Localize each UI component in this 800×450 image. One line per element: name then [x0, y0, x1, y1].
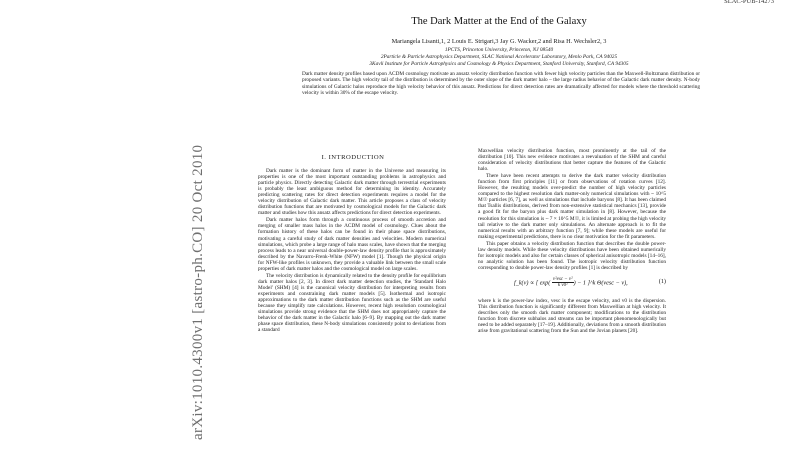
arxiv-stamp: arXiv:1010.4300v1 [astro-ph.CO] 20 Oct 2010	[190, 144, 206, 440]
abstract: Dark matter density profiles based upon ΛCDM cosmology motivate an ansatz velocity distribution function with fewer high velocity particles than the Maxwell-Boltzmann distribution or proposed variants. The high velocity tail of the distribution is determined by the outer slope of the dark matter halo – the large radius behavior of the Galactic dark matter density. N-body simulations of Galactic halos reproduce the high velocity behavior of this ansatz. Predictions for direct detection rates are dramatically affected for models where the threshold scattering velocity is within 30% of the escape velocity.	[302, 71, 700, 96]
left-column	[258, 168, 446, 334]
report-number: SLAC-PUB-14273	[724, 0, 774, 5]
equation-rest: − 1 ]^k Θ(vesc − v),	[577, 279, 628, 287]
paper-title: The Dark Matter at the End of the Galaxy	[411, 16, 587, 27]
paragraph: This paper obtains a velocity distribution function that describes the double power-law density models. While these velocity distributions have been obtained numerically for isotropic models and also for certain classes of spherical anisotropic models [14–16], no analytic solution has been found. The isotropic velocity distribution function corresponding to double power-law density profiles [1] is described by	[478, 240, 666, 271]
paragraph: Dark matter is the dominant form of matter in the Universe and measuring its properties is one of the most important outstanding problems in astrophysics and particle physics. Directly detecting Galactic dark matter through terrestrial experiments is probably the least ambiguous method for determining its identity. Accurately predicting scattering rates for direct detection experiments requires a model for the velocity distribution of Galactic dark matter. This article proposes a class of velocity distribution functions that are motivated by cosmological models for the Galactic dark matter and studies how this ansatz affects predictions for direct detection experiments.	[258, 168, 446, 217]
affiliation-3: 3Kavli Institute for Particle Astrophysics and Cosmology & Physics Department, Stanford University, Stanford, CA 94305	[369, 61, 629, 67]
paragraph: There have been recent attempts to derive the dark matter velocity distribution function from first principles [11] or from observations of rotation curves [12]. However, the resulting models over-predict the number of high velocity particles compared to the highest resolution dark matter-only numerical simulations with ~ 10^5 M☉ particles [6, 7], as well as simulations that include baryons [8]. It has been claimed that Tsallis distributions, derived from non-extensive statistical mechanics [13], provide a good fit for the baryon plus dark matter simulation in [8]. However, because the resolution for this simulation is ~ 7 × 10^5 M☉, it is limited at probing the high velocity tail relative to the dark matter only simulations. An alternate approach is to fit the numerical results with an arbitrary function [7, 9]; while these models are useful for making experimental predictions, there is no clear motivation for the fit parameters.	[478, 173, 666, 240]
paragraph: where k is the power-law index, vesc is the escape velocity, and v0 is the dispersion. This distribution function is significantly different from Maxwellian at high velocity. It describes only the smooth dark matter component; modifications to the distribution function from discrete subhalos and streams can be important phenomenologically but need to be added separately [17–19]. Additionally, deviations from a smooth distribution arise from gravitational scattering from the Sun and the Jovian planets [20].	[478, 297, 666, 335]
paragraph: Maxwellian velocity distribution function, most prominently at the tail of the distribution [10]. This new evidence motivates a reevaluation of the SHM and careful consideration of velocity distributions that better capture the features of the Galactic halo.	[478, 148, 666, 173]
author-list: Mariangela Lisanti,1, 2 Louis E. Strigari,3 Jay G. Wacker,2 and Risa H. Wechsler2, 3	[391, 38, 607, 45]
section-heading-introduction: I. INTRODUCTION	[321, 154, 385, 161]
paragraph: Dark matter halos form through a continuous process of smooth accretion and merging of smaller mass halos in the ΛCDM model of cosmology. Clues about the formation history of these halos can be found in their phase space distributions, motivating a careful study of dark matter densities and velocities. Modern numerical simulations, which probe a large range of halo mass scales, have shown that the merging process leads to a near universal double-power-law density profile that is approximately described by the Navarro-Frenk-White (NFW) model [1]. Though the physical origin for NFW-like profiles is unknown, they provide a valuable link between the small scale properties of dark matter halos and the cosmological model on large scales.	[258, 217, 446, 272]
equation-denominator: k v0²	[557, 283, 568, 289]
equation-1: f_k(v) ∝ [ exp( $\frac{\text{v²esc − v²}}{\text{k v0²}}$ ) − 1 ]^k Θ(vesc − v), (1)	[514, 276, 666, 289]
equation-numerator: v²esc − v²	[552, 276, 573, 282]
equation-fraction	[552, 277, 574, 289]
affiliation-2: 2Particle & Particle Astrophysics Department, SLAC National Accelerator Laboratory, Menlo Park, CA 94025	[380, 54, 618, 60]
right-column	[478, 148, 666, 335]
paragraph: The velocity distribution is dynamically related to the density profile for equilibrium dark matter halos [2, 3]. In direct dark matter detection studies, the 'Standard Halo Model' (SHM) [4] is the canonical velocity distribution for interpreting results from experiments and constraining dark matter models [5]. Isothermal and isotropic approximations to the dark matter distribution functions such as the SHM are useful because they simplify rate calculations. However, recent high resolution cosmological simulations provide strong evidence that the SHM does not appropriately capture the behavior of the dark matter in the Galactic halo [6–9]. By mapping out the dark matter phase space distribution, these N-body simulations consistently point to deviations from a standard	[258, 272, 446, 334]
equation-number: (1)	[658, 277, 666, 285]
equation-lhs: f_k(v) ∝	[514, 279, 535, 287]
affiliation-1: 1PCTS, Princeton University, Princeton, NJ 08540	[444, 47, 554, 53]
equation-exp: exp	[539, 279, 549, 287]
paper-page	[190, 0, 780, 450]
